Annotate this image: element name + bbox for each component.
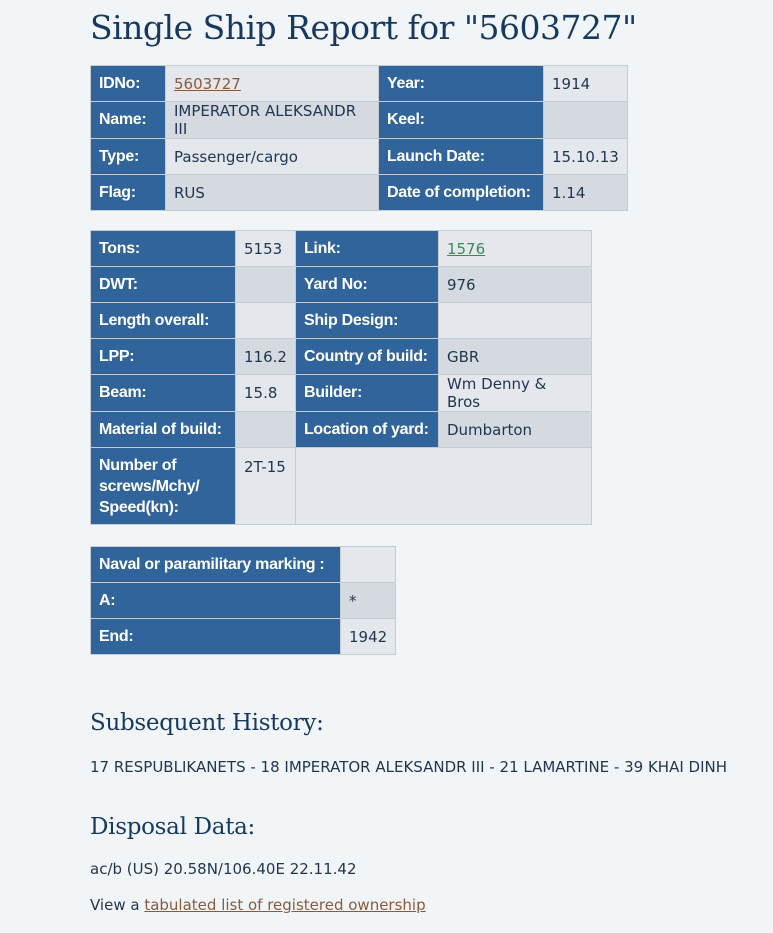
- marking-label: Naval or paramilitary marking :: [91, 547, 341, 583]
- name-value: IMPERATOR ALEKSANDR III: [166, 102, 379, 139]
- type-value: Passenger/cargo: [166, 139, 379, 175]
- idno-link[interactable]: 5603727: [174, 74, 241, 93]
- launch-value: 15.10.13: [544, 139, 628, 175]
- keel-label: Keel:: [379, 102, 544, 139]
- idno-label: IDNo:: [91, 66, 166, 102]
- specs-table: [90, 230, 592, 525]
- material-value: [236, 412, 296, 448]
- keel-value: [544, 102, 628, 139]
- a-value: *: [341, 583, 396, 619]
- material-label: Material of build:: [91, 412, 236, 448]
- year-value: 1914: [544, 66, 628, 102]
- lpp-label: LPP:: [91, 339, 236, 375]
- country-label: Country of build:: [295, 339, 438, 375]
- end-value: 1942: [341, 619, 396, 655]
- dwt-value: [236, 267, 296, 303]
- design-value: [438, 303, 591, 339]
- screws-value: 2T-15: [236, 448, 296, 525]
- beam-value: 15.8: [236, 375, 296, 412]
- lpp-value: 116.2: [236, 339, 296, 375]
- yard-label: Yard No:: [295, 267, 438, 303]
- screws-label: Number of screws/Mchy/ Speed(kn):: [91, 448, 236, 525]
- name-label: Name:: [91, 102, 166, 139]
- history-text: 17 RESPUBLIKANETS - 18 IMPERATOR ALEKSANDR III - 21 LAMARTINE - 39 KHAI DINH: [90, 758, 728, 776]
- end-label: End:: [91, 619, 341, 655]
- year-label: Year:: [379, 66, 544, 102]
- location-value: Dumbarton: [438, 412, 591, 448]
- flag-value: RUS: [166, 175, 379, 211]
- ownership-line: [90, 896, 426, 914]
- main-info-table: [90, 65, 628, 211]
- link-label: Link:: [295, 231, 438, 267]
- completion-value: 1.14: [544, 175, 628, 211]
- builder-label: Builder:: [295, 375, 438, 412]
- loa-value: [236, 303, 296, 339]
- history-heading: Subsequent History:: [90, 710, 324, 736]
- disposal-text: ac/b (US) 20.58N/106.40E 22.11.42: [90, 860, 357, 878]
- idno-cell: [166, 66, 379, 102]
- design-label: Ship Design:: [295, 303, 438, 339]
- loa-label: Length overall:: [91, 303, 236, 339]
- page-title: Single Ship Report for "5603727": [90, 8, 637, 47]
- type-label: Type:: [91, 139, 166, 175]
- link-cell: [438, 231, 591, 267]
- country-value: GBR: [438, 339, 591, 375]
- completion-label: Date of completion:: [379, 175, 544, 211]
- yard-value: 976: [438, 267, 591, 303]
- tons-label: Tons:: [91, 231, 236, 267]
- launch-label: Launch Date:: [379, 139, 544, 175]
- marking-value: [341, 547, 396, 583]
- naval-table: [90, 546, 396, 655]
- screws-filler: [295, 448, 591, 525]
- disposal-heading: Disposal Data:: [90, 814, 256, 840]
- a-label: A:: [91, 583, 341, 619]
- ownership-link[interactable]: tabulated list of registered ownership: [144, 896, 426, 914]
- location-label: Location of yard:: [295, 412, 438, 448]
- dwt-label: DWT:: [91, 267, 236, 303]
- builder-value: Wm Denny & Bros: [438, 375, 591, 412]
- tons-value: 5153: [236, 231, 296, 267]
- flag-label: Flag:: [91, 175, 166, 211]
- link-value[interactable]: 1576: [446, 239, 486, 258]
- beam-label: Beam:: [91, 375, 236, 412]
- ownership-prefix: View a: [90, 896, 145, 914]
